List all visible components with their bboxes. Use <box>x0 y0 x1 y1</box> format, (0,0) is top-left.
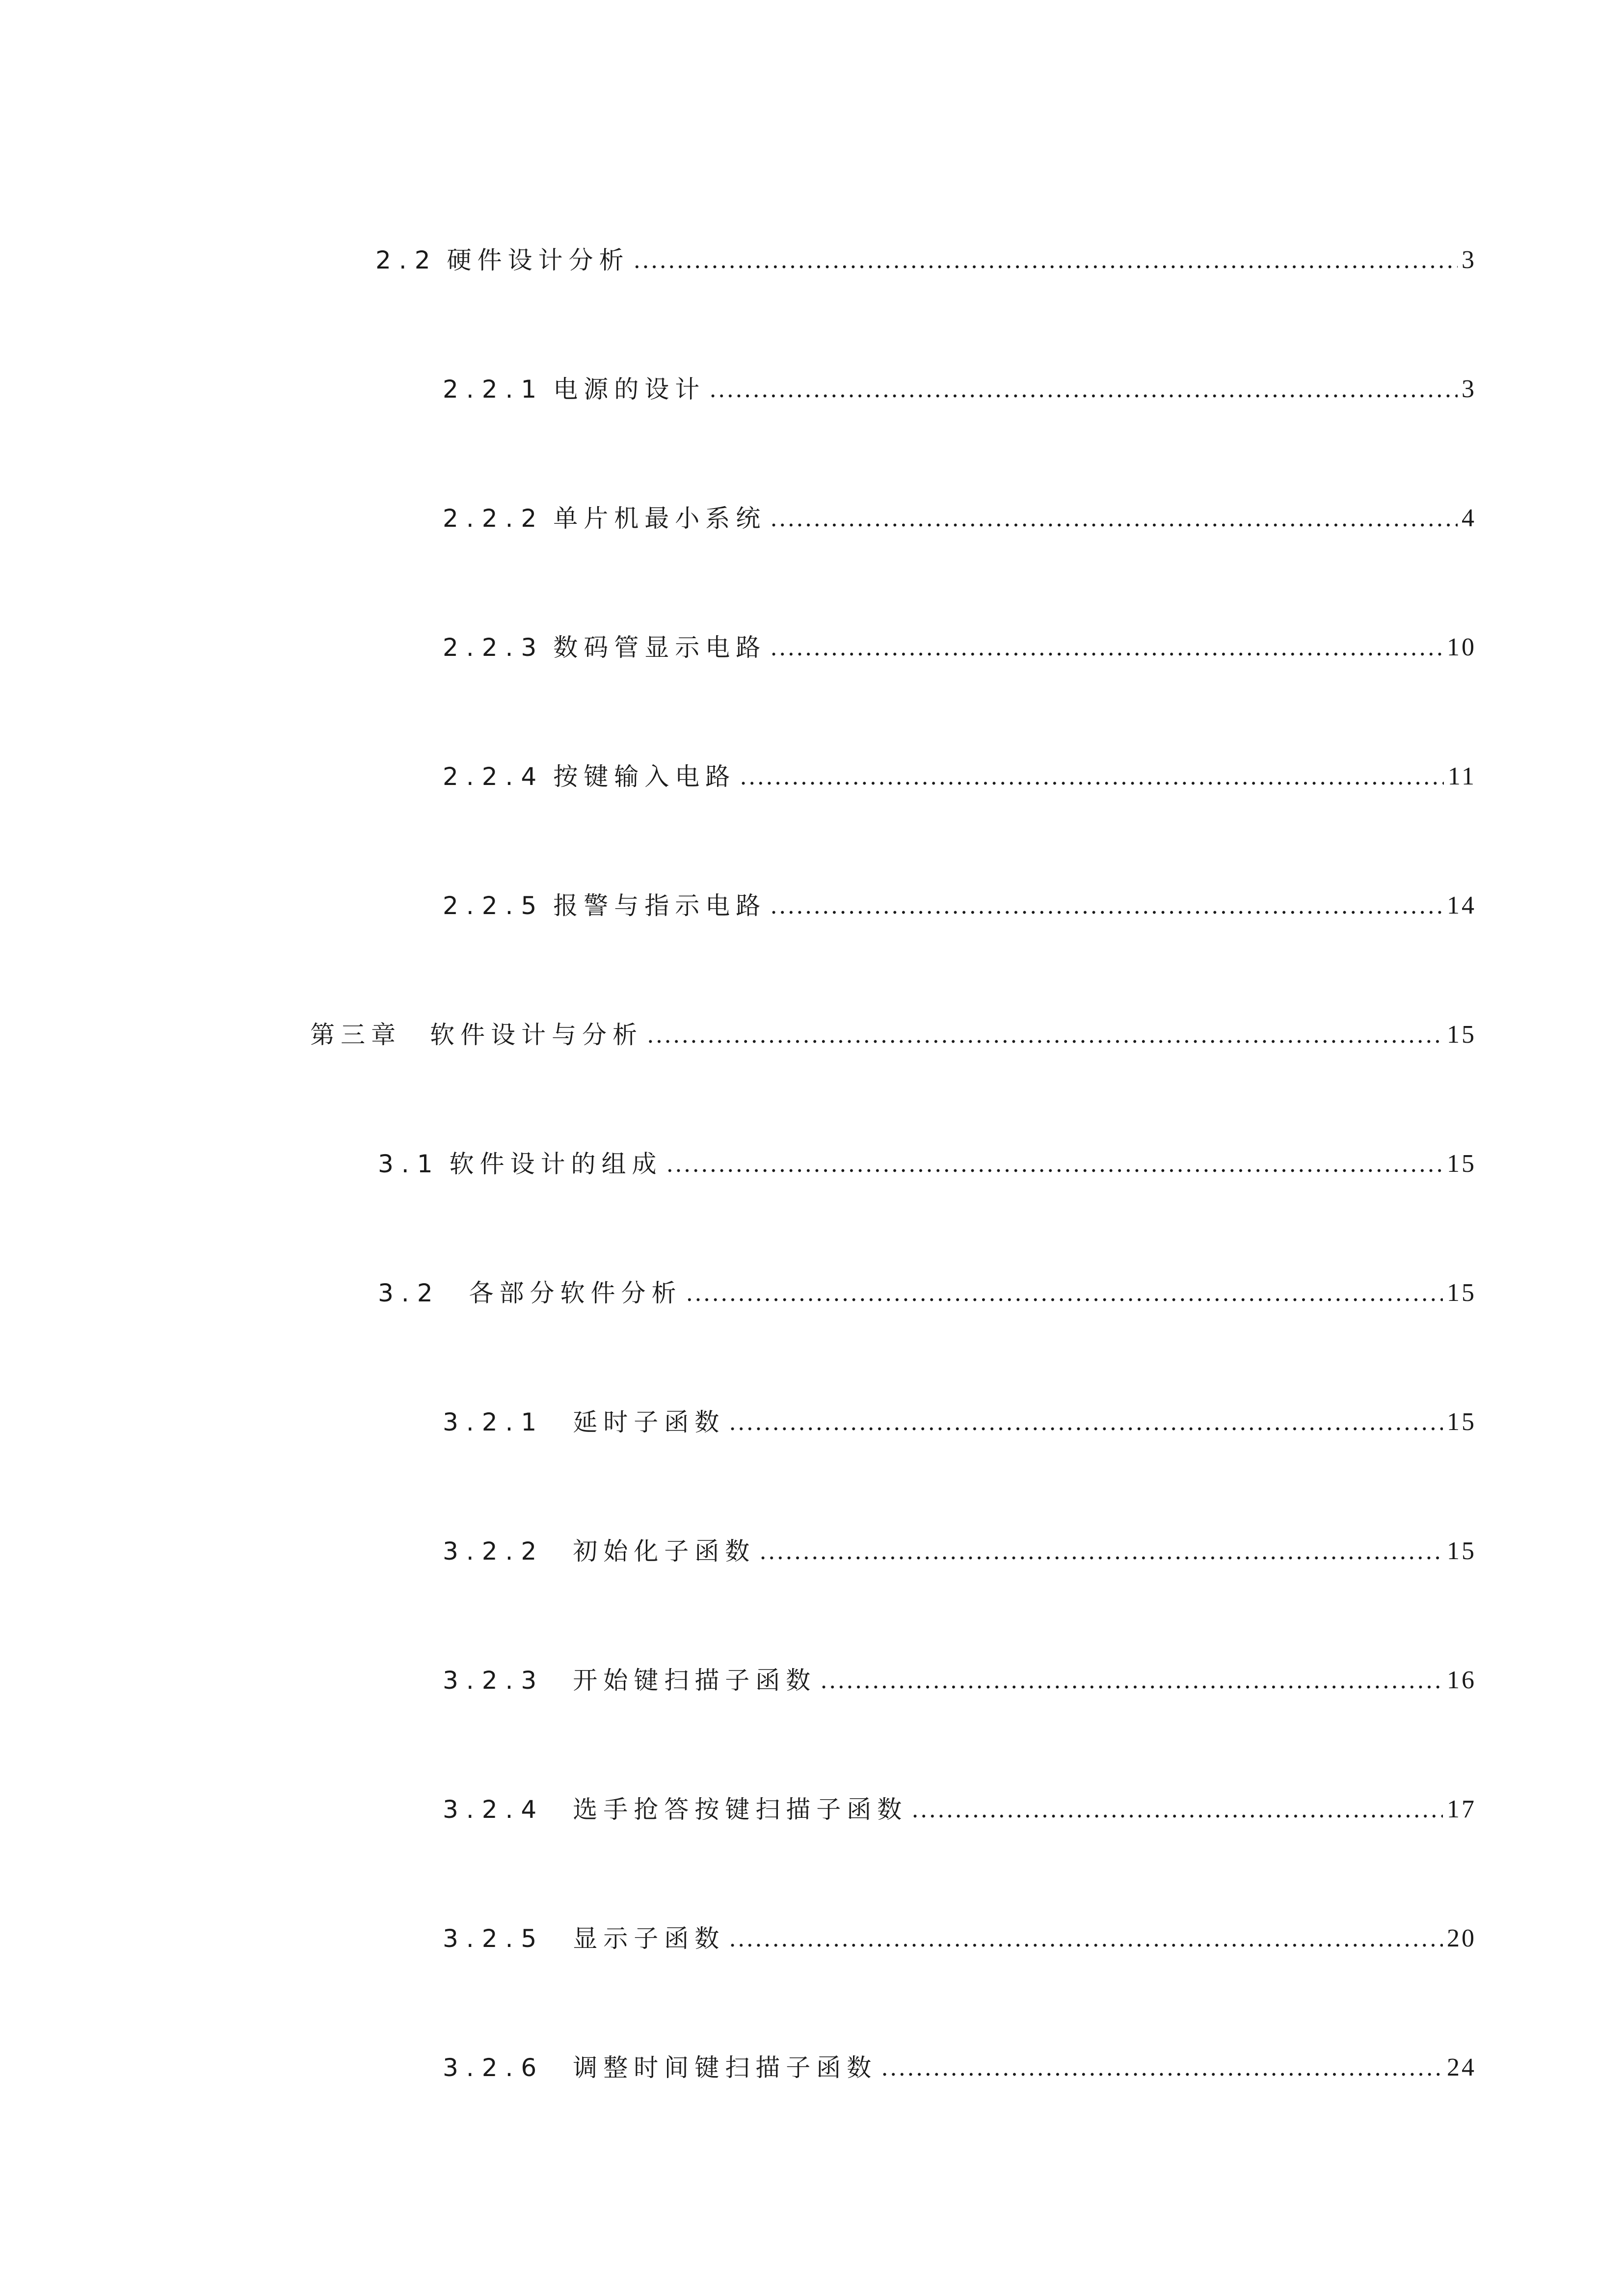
toc-entry-title: 显示子函数 <box>573 1924 725 1953</box>
toc-entry-page: 3 <box>1462 375 1476 403</box>
toc-entry-number: 2.2.1 <box>443 375 545 404</box>
toc-entry-number: 3.2.6 <box>443 2053 545 2082</box>
toc-entry[interactable] <box>443 747 1476 791</box>
toc-dot-leader <box>709 375 1458 404</box>
toc-entry[interactable] <box>443 1780 1476 1824</box>
toc-entry-title: 电源的设计 <box>553 375 706 404</box>
toc-chapter-number: 第三章 <box>310 1021 401 1049</box>
toc-dot-leader <box>881 2053 1443 2082</box>
toc-entry-number: 3.2.3 <box>443 1666 545 1695</box>
toc-entry-title: 软件设计与分析 <box>430 1021 643 1049</box>
toc-dot-leader <box>770 891 1443 920</box>
toc-entry-number: 3.2.1 <box>443 1408 545 1436</box>
toc-entry-title: 硬件设计分析 <box>447 246 630 274</box>
toc-entry-page: 17 <box>1447 1795 1476 1823</box>
toc-entry-number: 3.2.5 <box>443 1924 545 1953</box>
toc-entry-title: 软件设计的组成 <box>449 1150 663 1178</box>
toc-entry[interactable] <box>443 1393 1476 1437</box>
toc-entry-page: 3 <box>1462 246 1476 274</box>
toc-entry[interactable] <box>443 1909 1476 1953</box>
toc-entry-title: 初始化子函数 <box>573 1537 756 1566</box>
toc-entry[interactable] <box>378 1134 1476 1179</box>
toc-entry[interactable] <box>443 1522 1476 1566</box>
toc-dot-leader <box>729 1924 1443 1953</box>
toc-entry-page: 15 <box>1447 1537 1476 1565</box>
toc-entry[interactable] <box>443 489 1476 533</box>
toc-entry-title: 数码管显示电路 <box>553 633 767 662</box>
toc-dot-leader <box>820 1666 1443 1695</box>
toc-entry-title: 单片机最小系统 <box>553 504 767 533</box>
toc-entry-page: 20 <box>1447 1924 1476 1952</box>
toc-entry[interactable] <box>443 618 1476 662</box>
toc-entry-number: 2.2 <box>375 246 438 274</box>
toc-entry-title: 延时子函数 <box>573 1408 725 1436</box>
toc-entry[interactable] <box>443 2038 1476 2082</box>
toc-dot-leader <box>740 762 1444 791</box>
toc-entry[interactable] <box>378 1264 1476 1308</box>
toc-entry-title: 选手抢答按键扫描子函数 <box>573 1795 908 1824</box>
toc-entry-title: 调整时间键扫描子函数 <box>573 2053 878 2082</box>
toc-entry-page: 16 <box>1447 1666 1476 1694</box>
toc-dot-leader <box>729 1407 1443 1437</box>
toc-dot-leader <box>770 504 1458 533</box>
toc-entry[interactable] <box>443 876 1476 920</box>
toc-dot-leader <box>911 1795 1443 1824</box>
toc-entry-page: 15 <box>1447 1279 1476 1307</box>
toc-entry-page: 15 <box>1447 1021 1476 1049</box>
toc-entry-page: 15 <box>1447 1408 1476 1436</box>
toc-entry-page: 4 <box>1462 504 1476 532</box>
toc-entry-title: 开始键扫描子函数 <box>573 1666 817 1695</box>
toc-dot-leader <box>666 1149 1443 1179</box>
toc-entry-number: 2.2.4 <box>443 762 545 791</box>
toc-dot-leader <box>759 1537 1443 1566</box>
toc-entry-number: 2.2.3 <box>443 633 545 662</box>
toc-entry-number: 3.2 <box>378 1279 441 1307</box>
toc-entry-page: 14 <box>1447 891 1476 919</box>
toc-entry-page: 10 <box>1447 633 1476 661</box>
toc-dot-leader <box>647 1020 1443 1050</box>
toc-chapter-entry[interactable] <box>310 1005 1476 1050</box>
toc-dot-leader <box>634 245 1458 275</box>
toc-entry-title: 按键输入电路 <box>553 762 736 791</box>
toc-entry-number: 3.2.2 <box>443 1537 545 1566</box>
toc-entry-page: 15 <box>1447 1150 1476 1178</box>
toc-dot-leader <box>770 633 1443 662</box>
toc-entry[interactable] <box>375 231 1476 275</box>
toc-dot-leader <box>686 1278 1443 1308</box>
toc-entry-title: 各部分软件分析 <box>469 1279 682 1307</box>
toc-entry-number: 2.2.5 <box>443 891 545 920</box>
toc-entry-title: 报警与指示电路 <box>553 891 767 920</box>
toc-entry-page: 11 <box>1447 762 1476 790</box>
toc-entry[interactable] <box>443 360 1476 404</box>
toc-entry-number: 2.2.2 <box>443 504 545 533</box>
toc-entry-page: 24 <box>1447 2053 1476 2081</box>
toc-entry-number: 3.2.4 <box>443 1795 545 1824</box>
toc-entry-number: 3.1 <box>378 1150 441 1178</box>
toc-entry[interactable] <box>443 1651 1476 1695</box>
